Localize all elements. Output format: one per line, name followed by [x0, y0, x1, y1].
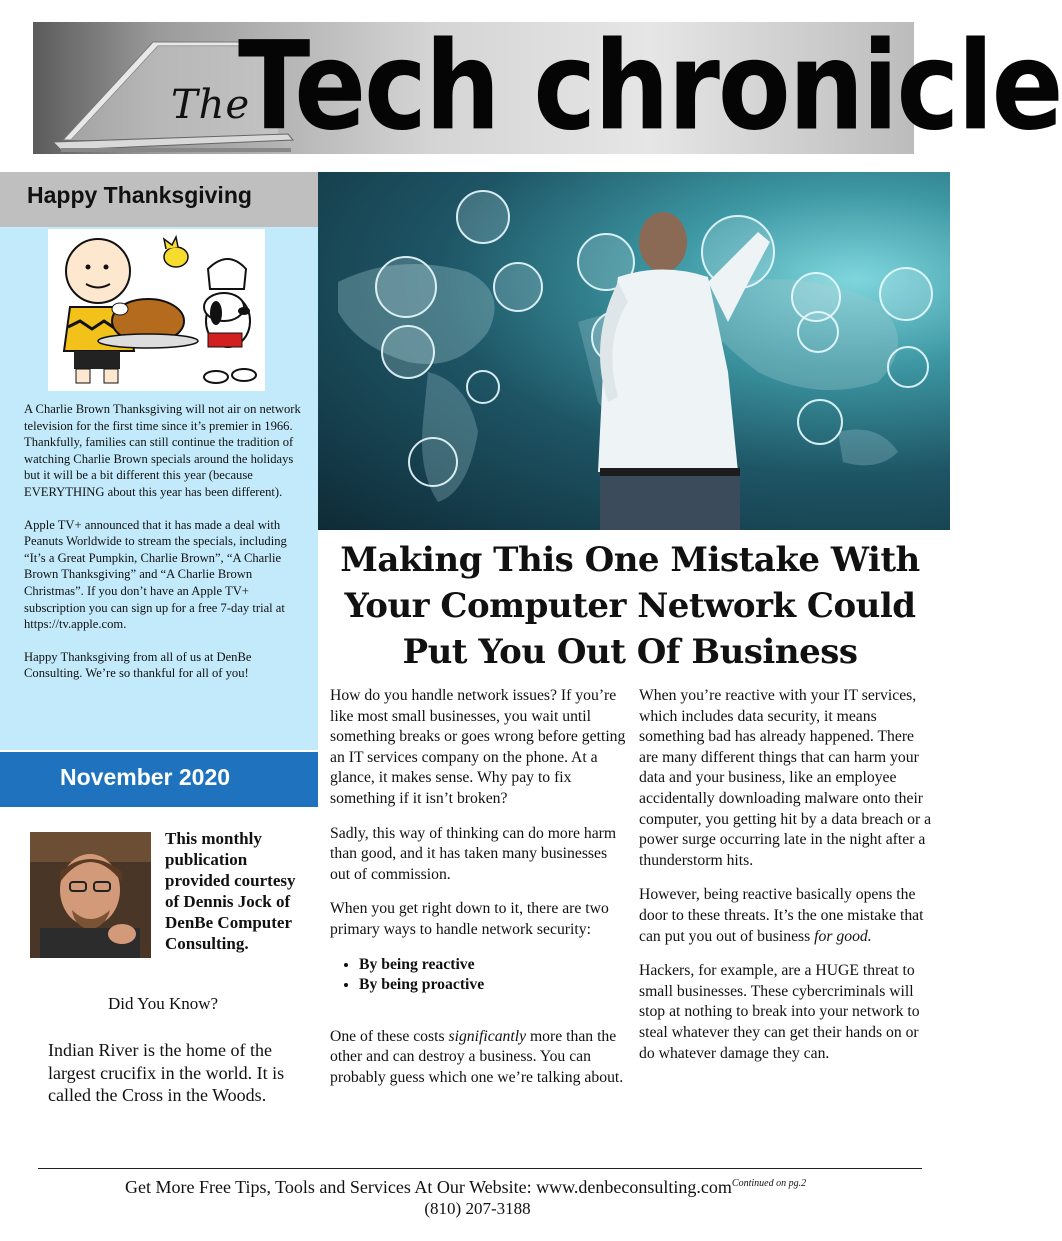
masthead	[33, 16, 1062, 158]
thanksgiving-paragraph: A Charlie Brown Thanksgiving will not air on network television for the first time since it’s premier in 1966. Thankfully, families can still continue the tradition of watching Charlie Brown specials around the holidays but it will be a bit different this year (because EVERYTHING about this year has been different).	[24, 402, 301, 499]
text-run: more than the other and can destroy a business. You can probably guess which one we’re talking about.	[330, 1027, 624, 1086]
article-paragraph: Sadly, this way of thinking can do more harm than good, and it has taken many businesses out of commission.	[330, 824, 617, 883]
article-paragraph: How do you handle network issues? If you’re like most small businesses, you wait until something breaks or goes wrong before getting an IT services company on the phone. At a glance, it makes sense. Why pay to fix something if it isn’t broken?	[330, 687, 626, 807]
text-run: One of these costs	[330, 1027, 449, 1045]
emphasis: significantly	[448, 1027, 527, 1045]
thanksgiving-paragraph: Happy Thanksgiving from all of us at DenBe Consulting. We’re so thankful for all of you!	[24, 649, 252, 681]
footer-website-line	[125, 1177, 806, 1198]
issue-month: November 2020	[60, 764, 231, 790]
author-photo	[30, 832, 151, 958]
article-column-2	[639, 686, 935, 1078]
author-credit: This monthly publication provided courtesy of Dennis Jock of DenBe Computer Consulting.	[165, 829, 296, 953]
month-band	[0, 752, 318, 807]
article-paragraph: When you get right down to it, there are two primary ways to handle network security:	[330, 900, 609, 938]
hero-image-network	[318, 172, 950, 530]
thanksgiving-text	[24, 401, 304, 698]
footer-phone: (810) 207-3188	[424, 1199, 531, 1218]
did-you-know-title: Did You Know?	[108, 994, 219, 1013]
thanksgiving-paragraph: Apple TV+ announced that it has made a deal with Peanuts Worldwide to stream the specials, including “It’s a Great Pumpkin, Charlie Brown”, “A Charlie Brown Thanksgiving” and “A Charlie Brown Christmas”. If you don’t have an Apple TV+ subscription you can sign up for a free 7-day trial at https://tv.apple.com.	[24, 517, 287, 632]
article-column-1	[330, 686, 626, 1103]
thanksgiving-header	[0, 172, 318, 227]
bullet-item: • By being reactive	[359, 955, 626, 976]
bullet-item: • By being proactive	[359, 975, 626, 996]
article-headline: Making This One Mistake With Your Computer Network Could Put You Out Of Business	[340, 540, 920, 672]
masthead-title: Tech chronicle	[238, 16, 1062, 158]
masthead-the: The	[171, 82, 251, 128]
bullet-list	[330, 955, 626, 996]
sidebar-thanksgiving	[0, 172, 318, 750]
peanuts-thanksgiving-image	[48, 229, 265, 391]
thanksgiving-title: Happy Thanksgiving	[27, 182, 252, 208]
continued-note: Continued on pg.2	[731, 1178, 807, 1189]
article-paragraph	[639, 885, 935, 947]
emphasis: for good.	[814, 927, 872, 945]
article-paragraph: When you’re reactive with your IT services, which includes data security, it means something bad has already happened. There are many different things that can harm your data and your business, like an employee accidentally downloading malware onto their computer, you getting hit by a data breach or a power surge occurring late in the night after a thunderstorm hits.	[639, 687, 932, 869]
did-you-know-text: Indian River is the home of the largest crucifix in the world. It is called the Cross in the Woods.	[48, 1040, 285, 1105]
footer-text: Get More Free Tips, Tools and Services At Our Website: www.denbeconsulting.com	[125, 1177, 732, 1197]
article-paragraph	[330, 1027, 626, 1089]
footer-divider	[38, 1168, 922, 1169]
text-run: However, being reactive basically opens the door to these threats. It’s the one mistake that can put you out of business	[639, 886, 924, 945]
article-paragraph: Hackers, for example, are a HUGE threat to small businesses. These cybercriminals will stop at nothing to break into your network to steal whatever they can get their hands on or do whatever damage they can.	[639, 962, 920, 1062]
